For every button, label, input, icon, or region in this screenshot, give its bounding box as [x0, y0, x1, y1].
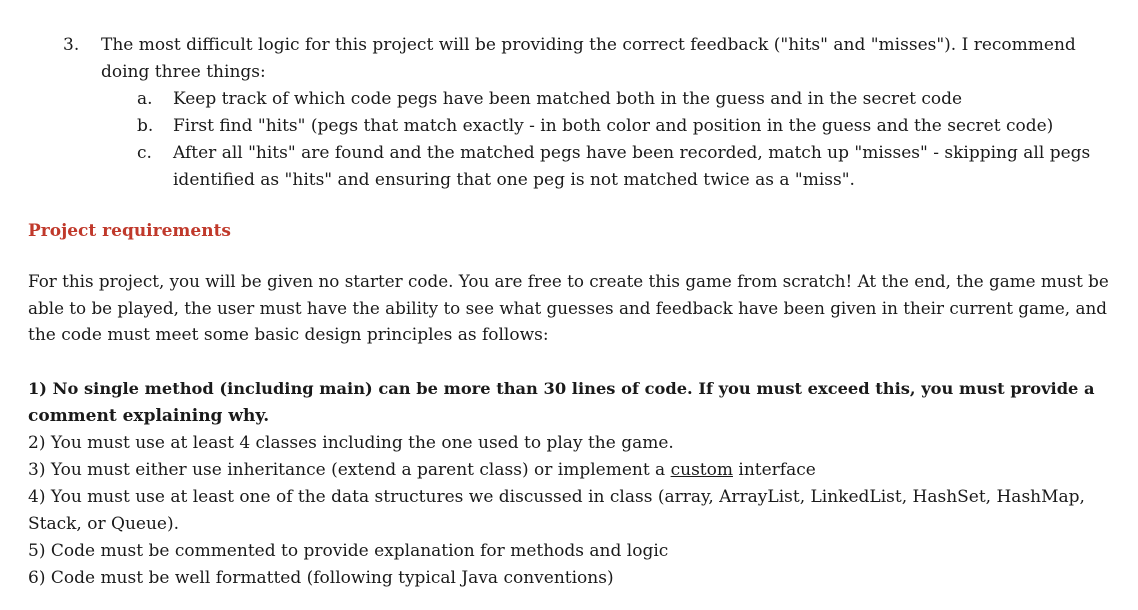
subitem-b-letter: b.: [137, 116, 154, 136]
requirement-3-after: interface: [733, 460, 816, 480]
requirement-1-line-1: 1) No single method (including main) can be more than 30 lines of code. If you must exceed this, you must provide a: [28, 379, 1095, 398]
requirement-3-underlined: custom: [670, 460, 733, 480]
list-number-3: 3.: [63, 35, 80, 55]
item-3-line-1: The most difficult logic for this project will be providing the correct feedback ("hits" and "misses"). I recommend: [101, 35, 1076, 55]
requirement-4-line-2: Stack, or Queue).: [28, 514, 179, 534]
requirement-3-before: 3) You must either use inheritance (extend a parent class) or implement a: [28, 460, 671, 480]
section-heading: Project requirements: [28, 221, 232, 241]
subitem-a-letter: a.: [137, 89, 153, 109]
intro-line-2: able to be played, the user must have the ability to see what guesses and feedback have been given in their current game, and: [28, 298, 1107, 318]
requirement-4-line-1: 4) You must use at least one of the data structures we discussed in class (array, ArrayList, LinkedList, HashSet, HashMap,: [28, 487, 1085, 507]
subitem-c-letter: c.: [137, 143, 152, 163]
subitem-b-text: First find "hits" (pegs that match exactly - in both color and position in the guess and the secret code): [173, 116, 1054, 136]
intro-line-3: the code must meet some basic design principles as follows:: [28, 325, 549, 345]
subitem-c-text-line-1: After all "hits" are found and the matched pegs have been recorded, match up "misses" - skipping all pegs: [173, 143, 1091, 163]
requirement-6: 6) Code must be well formatted (following typical Java conventions): [28, 568, 614, 588]
item-3-line-2: doing three things:: [101, 62, 266, 82]
subitem-a-text: Keep track of which code pegs have been matched both in the guess and in the secret code: [173, 89, 963, 109]
requirement-1-line-2: comment explaining why.: [28, 406, 270, 426]
requirement-5: 5) Code must be commented to provide explanation for methods and logic: [28, 541, 669, 561]
requirement-2: 2) You must use at least 4 classes including the one used to play the game.: [28, 433, 674, 453]
intro-line-1: For this project, you will be given no starter code. You are free to create this game from scratch! At the end, the game must be: [28, 271, 1109, 291]
subitem-c-text-line-2: identified as "hits" and ensuring that one peg is not matched twice as a "miss".: [173, 170, 855, 190]
requirement-3: [28, 459, 816, 481]
